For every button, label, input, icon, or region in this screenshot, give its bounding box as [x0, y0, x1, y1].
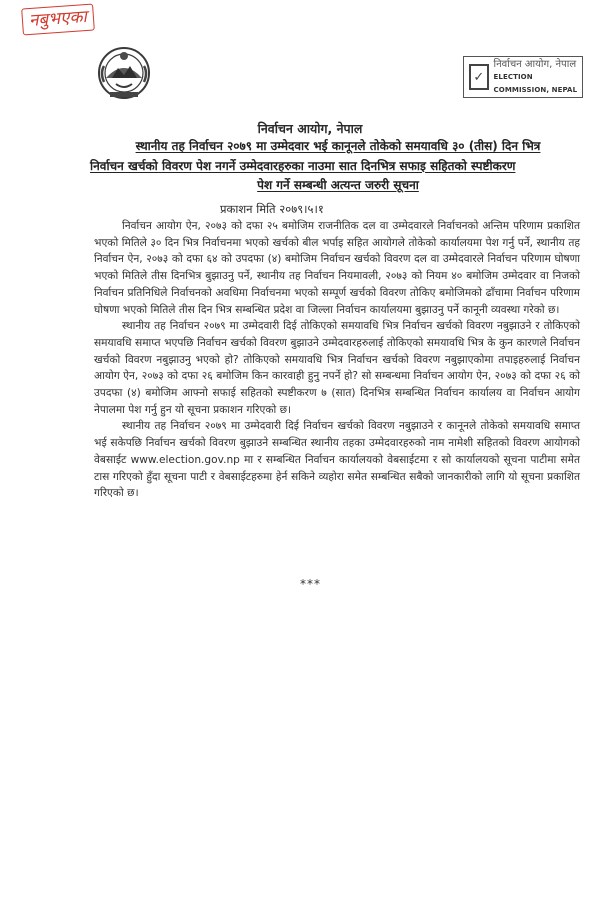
nepal-emblem-icon [96, 44, 152, 100]
paragraph-2: स्थानीय तह निर्वाचन २०७९ मा उम्मेदवारी दिई तोकिएको समयावधि भित्र निर्वाचन खर्चको विवरण नबुझाउने र तोकिएको समयावधि समाप्त भएपछि निर्वाचन खर्चको विवरण बुझाउने उम्मेदवारहरुलाई तोकिएको समयावधि भित्र के कुन कारणले निर्वाचन खर्चको विवरण नबुझाउनु भएको हो? तोकिएको समयावधि भित्र निर्वाचन खर्चको विवरण नबुझाएकोमा तपाइहरुलाई निर्वाचन आयोग ऐन, २०७३ को दफा २६ बमोजिम किन कारवाही हुनु नपर्ने हो? सो सम्बन्धमा निर्वाचन आयोग ऐन, २०७३ को दफा २६ को उपदफा (४) बमोजिम आफ्नो सफाई सहितको स्पष्टीकरण ७ (सात) दिनभित्र सम्बन्धित निर्वाचन कार्यालय वा निर्वाचन आयोग नेपालमा पेश गर्नु हुन यो सूचना प्रकाशन गरिएको छ। [94, 320, 580, 416]
ballot-box-icon: ✓ [469, 64, 489, 90]
ec-logo-nepali: निर्वाचन आयोग, नेपाल [493, 58, 577, 70]
paragraph-1: निर्वाचन आयोग ऐन, २०७३ को दफा २५ बमोजिम राजनीतिक दल वा उम्मेदवारले निर्वाचनको अन्तिम परिणाम प्रकाशित भएको मितिले ३० दिन भित्र निर्वाचनमा भएको खर्चको बील भर्पाइ सहित आयोगले तोकेको कार्यालयमा पेश गर्नु पर्ने, स्थानीय तह निर्वाचन ऐन, २०७३ को दफा ६४ को उपदफा (४) बमोजिम निर्वाचन खर्चको विवरण दल वा उम्मेदवारले निर्वाचन परिणाम घोषणा भएको मितिले तीस दिनभित्र बुझाउनु पर्ने, स्थानीय तह निर्वाचन नियमावली, २०७३ को नियम ४० बमोजिम उम्मेदवार वा निजको निर्वाचन प्रतिनिधिले निर्वाचनको अवधिमा निर्वाचनमा भएको सम्पूर्ण खर्चको विवरण तोकिए बमोजिमको ढाँचामा निर्वाचन परिणाम घोषणा भएको मितिले तीस दिन भित्र सम्बन्धित प्रदेश वा जिल्ला निर्वाचन कार्यालयमा बुझाउनु पर्ने कानूनी व्यवस्था गरेको छ। [94, 220, 580, 316]
handwritten-stamp [21, 4, 95, 36]
end-divider: *** [300, 577, 321, 591]
notice-body [94, 218, 580, 502]
title-line-1: स्थानीय तह निर्वाचन २०७९ मा उम्मेदवार भई कानूनले तोकेको समयावधि ३० (तीस) दिन भित्र [135, 139, 541, 153]
paragraph-3: स्थानीय तह निर्वाचन २०७९ मा उम्मेदवारी दिई निर्वाचन खर्चको विवरण नबुझाउने र कानूनले तोकेको समयावधि समाप्त भई सकेपछि निर्वाचन खर्चको विवरण बुझाउने सम्बन्धित स्थानीय तहका उम्मेदवारहरुको नाम नामेशी सहितको विवरण आयोगको वेबसाईट www.election.gov.np मा र सम्बन्धित निर्वाचन कार्यालयको वेबसाईटमा र सो कार्यालयको सूचना पाटीमा समेत टास गरिएको हुँदा सूचना पाटी र वेबसाईटहरुमा हेर्न सकिने व्यहोरा समेत सम्बन्धित सबैको जानकारीको लागि यो सूचना प्रकाशित गरिएको छ। [94, 420, 580, 500]
ec-logo-english: ELECTION COMMISSION, NEPAL [493, 72, 578, 94]
title-line-3: पेश गर्ने सम्बन्धी अत्यन्त जरुरी सूचना [257, 178, 419, 192]
title-line-2: निर्वाचन खर्चको विवरण पेश नगर्ने उम्मेदवारहरुका नाउमा सात दिनभित्र सफाइ सहितको स्पष्टीकरण [90, 158, 516, 173]
organization-name: निर्वाचन आयोग, नेपाल [257, 121, 363, 136]
election-commission-logo-icon [463, 56, 583, 98]
notice-title [90, 137, 576, 196]
stamp-text: नबुभएका [28, 7, 88, 31]
publication-date: प्रकाशन मिति २०७९।५।१ [220, 202, 324, 216]
